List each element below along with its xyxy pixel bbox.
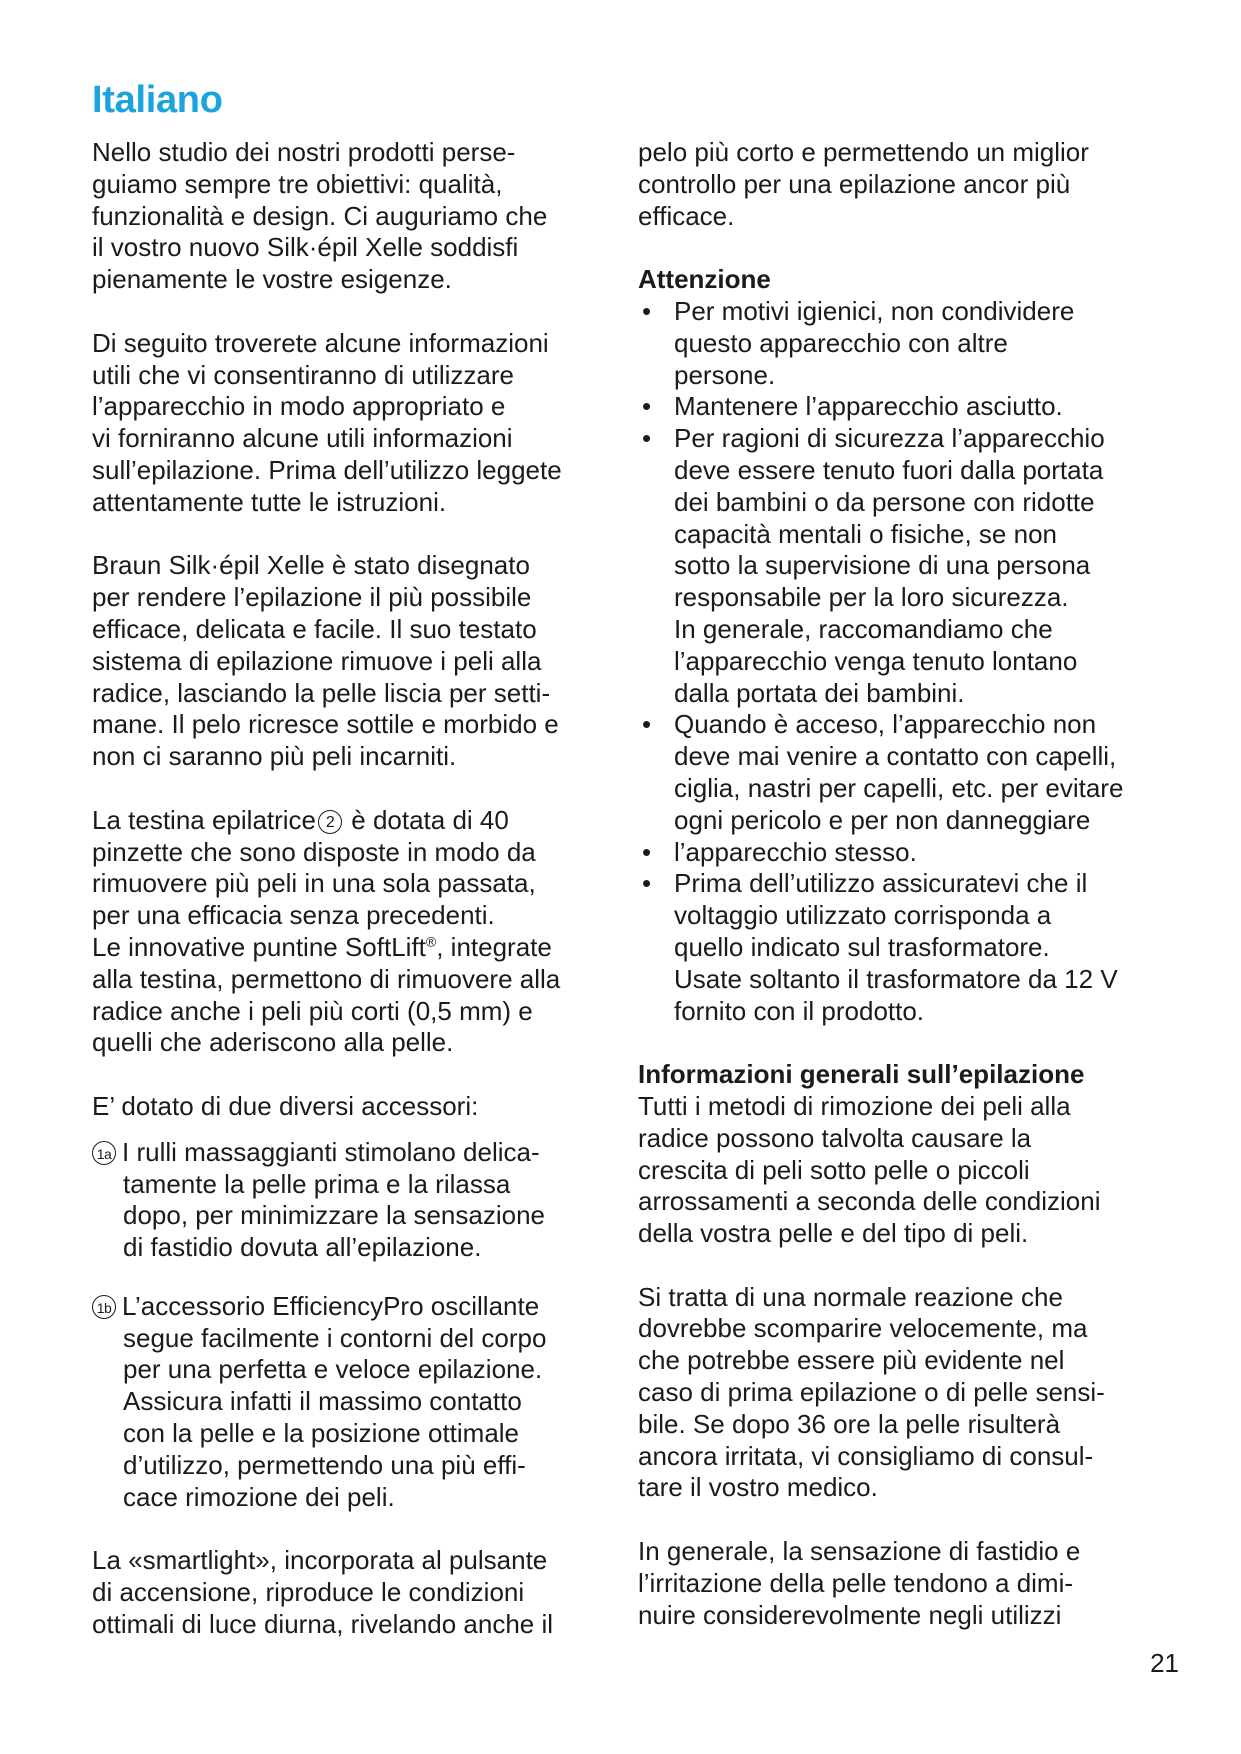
accessory-massage-rollers (92, 1137, 612, 1264)
text-line: Di seguito troverete alcune informazioni (92, 327, 549, 358)
text-line: Si tratta di una normale reazione che (638, 1281, 1063, 1312)
text-line: Braun Silk·épil Xelle è stato disegnato (92, 550, 530, 581)
list-item (638, 296, 1178, 391)
bullet-icon: • (642, 295, 652, 326)
text-line: della vostra pelle e del tipo di peli. (638, 1218, 1029, 1249)
text-line: La testina epilatrice 2 è dotata di 40 (92, 804, 509, 835)
bullet-icon: • (642, 709, 652, 740)
text-line: • Quando è acceso, l’apparecchio non (642, 709, 1097, 740)
text-line: Assicura infatti il massimo contatto (123, 1386, 522, 1417)
text-line: arrossamenti a seconda delle condizioni (638, 1186, 1101, 1217)
text-line: Nello studio dei nostri prodotti perse- (92, 137, 516, 167)
list-item (638, 868, 1178, 1027)
text-line: sistema di epilazione rimuove i peli alla (92, 645, 542, 676)
text-line: caso di prima epilazione o di pelle sensi- (638, 1377, 1105, 1408)
left-column (92, 137, 612, 1641)
text-line: Le innovative puntine SoftLift®, integrate (92, 931, 552, 962)
text-line: l’irritazione della pelle tendono a dimi- (638, 1567, 1074, 1598)
text-line: • l’apparecchio stesso. (642, 836, 917, 867)
text-line: crescita di peli sotto pelle o piccoli (638, 1154, 1030, 1185)
text-line: ancora irritata, vi consigliamo di consul- (638, 1440, 1094, 1471)
right-column (638, 137, 1178, 1631)
intro-paragraph (92, 137, 612, 296)
list-item (638, 709, 1178, 836)
text-line: In generale, la sensazione di fastidio e (638, 1536, 1081, 1567)
text-line: il vostro nuovo Silk·épil Xelle soddisfi (92, 232, 519, 263)
text-line: mane. Il pelo ricresce sottile e morbido e (92, 709, 559, 740)
text-line: pinzette che sono disposte in modo da (92, 836, 536, 867)
smartlight-continuation (638, 137, 1178, 232)
epilator-head-paragraph (92, 805, 612, 1059)
text-line: 1a I rulli massaggianti stimolano delica- (92, 1137, 612, 1169)
text-line: sull’epilazione. Prima dell’utilizzo leggete (92, 454, 562, 485)
text-line: vi forniranno alcune utili informazioni (92, 423, 513, 454)
text-line: voltaggio utilizzato corrisponda a (674, 900, 1052, 931)
text-line: • Per motivi igienici, non condividere (642, 295, 1075, 326)
text-line: guiamo sempre tre obiettivi: qualità, (92, 168, 503, 199)
text-line: alla testina, permettono di rimuovere alla (92, 963, 561, 994)
text-line: 1b L’accessorio EfficiencyPro oscillante (92, 1291, 612, 1323)
text-line: utili che vi consentiranno di utilizzare (92, 359, 514, 390)
text-line: attentamente tutte le istruzioni. (92, 486, 447, 517)
text-line: tare il vostro medico. (638, 1472, 878, 1503)
text-line: nuire considerevolmente negli utilizzi (638, 1599, 1062, 1630)
text-line: per una perfetta e veloce epilazione. (123, 1354, 543, 1385)
text-line: responsabile per la loro sicurezza. (674, 582, 1069, 613)
text-line: d’utilizzo, permettendo una più effi- (123, 1449, 526, 1480)
product-paragraph (92, 550, 612, 773)
text-line: fornito con il prodotto. (674, 995, 925, 1026)
text-line: questo apparecchio con altre (674, 327, 1008, 358)
text-line: • Per ragioni di sicurezza l’apparecchio (642, 423, 1105, 454)
text-line: segue facilmente i contorni del corpo (123, 1322, 547, 1353)
text-line: che potrebbe essere più evidente nel (638, 1345, 1065, 1376)
text-line: La «smartlight», incorporata al pulsante (92, 1545, 548, 1576)
text-line: controllo per una epilazione ancor più (638, 168, 1071, 199)
bullet-icon: • (642, 423, 652, 454)
text-line: • Prima dell’utilizzo assicuratevi che il (642, 868, 1088, 899)
text-line: efficace, delicata e facile. Il suo testato (92, 613, 537, 644)
bullet-icon: • (642, 868, 652, 899)
text-line: pienamente le vostre esigenze. (92, 264, 452, 295)
text-line: quello indicato sul trasformatore. (674, 931, 1050, 962)
text-line: capacità mentali o fisiche, se non (674, 518, 1057, 549)
epilation-info-heading: Informazioni generali sull’epilazione (638, 1059, 1085, 1090)
section-title: Italiano (92, 79, 223, 121)
text-line: radice, lasciando la pelle liscia per setti- (92, 677, 551, 708)
reference-number-badge: 1b (92, 1295, 116, 1319)
text-line: Usate soltanto il trasformatore da 12 V (674, 963, 1118, 994)
text-line: di fastidio dovuta all’epilazione. (123, 1232, 482, 1263)
text-line: In generale, raccomandiamo che (674, 613, 1053, 644)
accessories-intro: E’ dotato di due diversi accessori: (92, 1090, 479, 1121)
warning-list (638, 296, 1178, 1027)
list-item (638, 423, 1178, 709)
text-line: non ci saranno più peli incarniti. (92, 741, 457, 772)
text-line: ciglia, nastri per capelli, etc. per evitare (674, 772, 1124, 803)
text-line: ogni pericolo e per non danneggiare (674, 804, 1091, 835)
text-line: bile. Se dopo 36 ore la pelle risulterà (638, 1408, 1061, 1439)
text-line: dalla portata dei bambini. (674, 677, 965, 708)
text-line: quelli che aderiscono alla pelle. (92, 1027, 454, 1058)
text-line: persone. (674, 359, 776, 390)
text-line: deve mai venire a contatto con capelli, (674, 741, 1117, 772)
text-line: dei bambini o da persone con ridotte (674, 486, 1095, 517)
text-line: • Mantenere l’apparecchio asciutto. (642, 391, 1063, 422)
text-line: l’apparecchio venga tenuto lontano (674, 645, 1078, 676)
text-line: dopo, per minimizzare la sensazione (123, 1200, 545, 1231)
text-line: con la pelle e la posizione ottimale (123, 1418, 520, 1449)
skin-reaction-paragraph (638, 1282, 1178, 1505)
text-line: efficace. (638, 200, 735, 231)
text-line: ottimali di luce diurna, rivelando anche il (92, 1608, 554, 1639)
accessory-efficiencypro (92, 1291, 612, 1514)
text-line: deve essere tenuto fuori dalla portata (674, 454, 1104, 485)
text-line: di accensione, riproduce le condizioni (92, 1577, 525, 1608)
text-line: rimuovere più peli in una sola passata, (92, 868, 536, 899)
epilation-info-paragraph (638, 1091, 1178, 1250)
bullet-icon: • (642, 391, 652, 422)
text-line: dovrebbe scomparire velocemente, ma (638, 1313, 1088, 1344)
text-line: per rendere l’epilazione il più possibile (92, 582, 532, 613)
text-line: Tutti i metodi di rimozione dei peli alla (638, 1090, 1071, 1121)
text-line: per una efficacia senza precedenti. (92, 900, 495, 931)
discomfort-paragraph (638, 1536, 1178, 1631)
list-item (638, 391, 1178, 423)
text-line: radice possono talvolta causare la (638, 1122, 1032, 1153)
reference-number-badge: 1a (92, 1141, 116, 1165)
registered-mark: ® (425, 933, 437, 950)
text-line: cace rimozione dei peli. (123, 1481, 395, 1512)
list-item (638, 837, 1178, 869)
smartlight-paragraph (92, 1545, 612, 1640)
page-number: 21 (1150, 1648, 1179, 1678)
bullet-icon: • (642, 836, 652, 867)
text-line: sotto la supervisione di una persona (674, 550, 1091, 581)
text-line: tamente la pelle prima e la rilassa (123, 1168, 511, 1199)
reference-number-badge: 2 (318, 810, 342, 834)
info-paragraph (92, 328, 612, 519)
text-line: l’apparecchio in modo appropriato e (92, 391, 506, 422)
text-line: pelo più corto e permettendo un miglior (638, 137, 1089, 167)
warning-heading: Attenzione (638, 264, 771, 295)
text-line: funzionalità e design. Ci auguriamo che (92, 200, 548, 231)
text-line: radice anche i peli più corti (0,5 mm) e (92, 995, 533, 1026)
